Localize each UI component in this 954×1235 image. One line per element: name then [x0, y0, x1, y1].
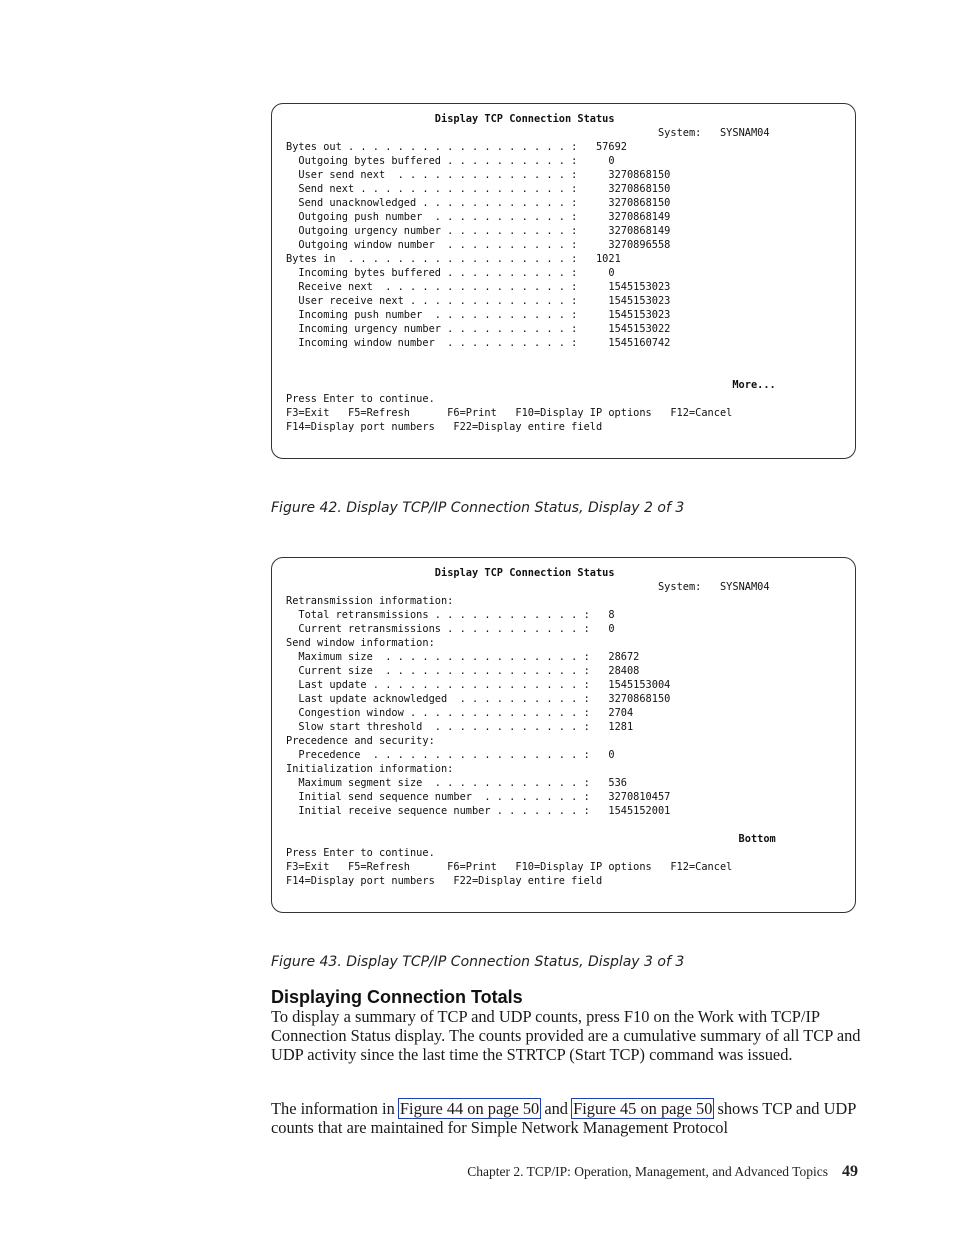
field-value: 28672 — [589, 651, 640, 663]
field-label: Send unacknowledged . . . . . . . . . . . . : — [286, 197, 578, 209]
terminal-screen-display-2 — [271, 103, 856, 459]
terminal-line — [286, 350, 776, 364]
field-value: 3270868150 — [589, 693, 671, 705]
terminal-line — [286, 678, 776, 692]
field-label: Last update . . . . . . . . . . . . . . . . . : — [286, 679, 590, 691]
chapter-title: Chapter 2. TCP/IP: Operation, Management, and Advanced Topics — [467, 1164, 828, 1179]
terminal-line — [286, 566, 776, 580]
field-value: 1545153004 — [589, 679, 671, 691]
page-footer — [467, 1163, 858, 1181]
terminal-line — [286, 706, 776, 720]
field-label: Incoming push number . . . . . . . . . . . : — [286, 309, 578, 321]
terminal-line — [286, 734, 776, 748]
field-label: Outgoing push number . . . . . . . . . . . : — [286, 211, 578, 223]
field-value: 1281 — [589, 721, 634, 733]
terminal-line — [286, 406, 776, 420]
terminal-line — [286, 818, 776, 832]
text-after: shows TCP and UDP counts that are maintained for Simple Network Management Protocol — [271, 1099, 856, 1137]
terminal-line — [286, 196, 776, 210]
terminal-line — [286, 280, 776, 294]
scroll-status: More... — [732, 379, 776, 391]
link-figure-44[interactable]: Figure 44 on page 50 — [399, 1099, 540, 1118]
body-paragraph: To display a summary of TCP and UDP counts, press F10 on the Work with TCP/IP Connection Status display. The counts provided are a cumulative summary of all TCP and UDP activity since the last time the STRTCP (Start TCP) command was issued. — [271, 1007, 861, 1064]
field-label: Precedence . . . . . . . . . . . . . . . . . : — [286, 749, 590, 761]
terminal-screen-display-3 — [271, 557, 856, 913]
field-label: Bytes in . . . . . . . . . . . . . . . . . . : — [286, 253, 578, 265]
terminal-line — [286, 762, 776, 776]
terminal-line — [286, 608, 776, 622]
field-label: User send next . . . . . . . . . . . . . . : — [286, 169, 578, 181]
terminal-line — [286, 252, 776, 266]
field-label: User receive next . . . . . . . . . . . . . : — [286, 295, 578, 307]
page-number: 49 — [842, 1163, 858, 1180]
field-label: Last update acknowledged . . . . . . . . . . : — [286, 693, 590, 705]
section-label: Retransmission information: — [286, 595, 454, 607]
field-label: Receive next . . . . . . . . . . . . . . . : — [286, 281, 578, 293]
terminal-line — [286, 776, 776, 790]
terminal-line — [286, 154, 776, 168]
terminal-line — [286, 140, 776, 154]
terminal-line — [286, 266, 776, 280]
field-label: Maximum size . . . . . . . . . . . . . . . . : — [286, 651, 590, 663]
field-value: 1545153023 — [577, 309, 671, 321]
field-value: 57692 — [577, 141, 627, 153]
field-label: Current size . . . . . . . . . . . . . . . . : — [286, 665, 590, 677]
system-name: SYSNAM04 — [719, 127, 770, 139]
system-name: SYSNAM04 — [719, 581, 770, 593]
terminal-line — [286, 622, 776, 636]
field-value: 0 — [589, 623, 615, 635]
terminal-line — [286, 692, 776, 706]
terminal-text — [286, 112, 776, 434]
field-value: 3270868150 — [577, 183, 671, 195]
field-value: 3270810457 — [589, 791, 671, 803]
terminal-line — [286, 636, 776, 650]
section-heading: Displaying Connection Totals — [271, 987, 523, 1007]
enter-prompt: Press Enter to continue. — [286, 393, 435, 405]
terminal-line — [286, 874, 776, 888]
field-label: Initial send sequence number . . . . . . . . : — [286, 791, 590, 803]
terminal-line — [286, 224, 776, 238]
field-value: 8 — [589, 609, 615, 621]
field-label: Send next . . . . . . . . . . . . . . . . . : — [286, 183, 578, 195]
system-label: System: — [657, 127, 720, 139]
terminal-line — [286, 392, 776, 406]
terminal-line — [286, 790, 776, 804]
field-label: Maximum segment size . . . . . . . . . . . . : — [286, 777, 590, 789]
field-value: 536 — [589, 777, 627, 789]
terminal-line — [286, 168, 776, 182]
field-value: 1545153023 — [577, 281, 671, 293]
field-label: Incoming window number . . . . . . . . . . : — [286, 337, 578, 349]
field-label: Total retransmissions . . . . . . . . . . . . : — [286, 609, 590, 621]
field-label: Incoming urgency number . . . . . . . . . . : — [286, 323, 578, 335]
terminal-line — [286, 832, 776, 846]
field-value: 1021 — [577, 253, 621, 265]
enter-prompt: Press Enter to continue. — [286, 847, 435, 859]
field-label: Current retransmissions . . . . . . . . . . . : — [286, 623, 590, 635]
terminal-line — [286, 182, 776, 196]
terminal-text — [286, 566, 776, 888]
field-value: 1545153023 — [577, 295, 671, 307]
field-value: 3270868150 — [577, 197, 671, 209]
field-label: Bytes out . . . . . . . . . . . . . . . . . . : — [286, 141, 578, 153]
terminal-line — [286, 594, 776, 608]
terminal-line — [286, 580, 776, 594]
field-label: Incoming bytes buffered . . . . . . . . . . : — [286, 267, 578, 279]
terminal-line — [286, 748, 776, 762]
field-value: 0 — [577, 155, 615, 167]
field-value: 2704 — [589, 707, 634, 719]
function-keys-1: F3=Exit F5=Refresh F6=Print F10=Display IP options F12=Cancel — [286, 407, 733, 419]
field-label: Congestion window . . . . . . . . . . . . . . : — [286, 707, 590, 719]
link-figure-45[interactable]: Figure 45 on page 50 — [573, 1099, 713, 1118]
field-value: 3270868150 — [577, 169, 671, 181]
function-keys-2: F14=Display port numbers F22=Display entire field — [286, 875, 603, 887]
field-label: Outgoing urgency number . . . . . . . . . . : — [286, 225, 578, 237]
function-keys-2: F14=Display port numbers F22=Display entire field — [286, 421, 603, 433]
terminal-line — [286, 664, 776, 678]
scroll-status: Bottom — [738, 833, 776, 845]
terminal-line — [286, 420, 776, 434]
field-value: 0 — [589, 749, 615, 761]
field-value: 3270868149 — [577, 225, 671, 237]
field-label: Initial receive sequence number . . . . . . . : — [286, 805, 590, 817]
screen-title: Display TCP Connection Status — [434, 113, 615, 125]
field-value: 1545152001 — [589, 805, 671, 817]
terminal-line — [286, 336, 776, 350]
figure-caption-43: Figure 43. Display TCP/IP Connection Status, Display 3 of 3 — [271, 954, 685, 970]
terminal-line — [286, 846, 776, 860]
terminal-line — [286, 860, 776, 874]
terminal-line — [286, 322, 776, 336]
field-value: 3270868149 — [577, 211, 671, 223]
terminal-line — [286, 720, 776, 734]
section-label: Precedence and security: — [286, 735, 435, 747]
section-label: Send window information: — [286, 637, 435, 649]
field-label: Slow start threshold . . . . . . . . . . . . : — [286, 721, 590, 733]
terminal-line — [286, 126, 776, 140]
terminal-line — [286, 112, 776, 126]
function-keys-1: F3=Exit F5=Refresh F6=Print F10=Display IP options F12=Cancel — [286, 861, 733, 873]
terminal-line — [286, 804, 776, 818]
field-value: 1545160742 — [577, 337, 671, 349]
field-value: 0 — [577, 267, 615, 279]
text-middle: and — [540, 1099, 573, 1118]
body-paragraph-links — [271, 1099, 861, 1137]
terminal-line — [286, 650, 776, 664]
terminal-line — [286, 378, 776, 392]
terminal-line — [286, 364, 776, 378]
field-value: 28408 — [589, 665, 640, 677]
figure-caption-42: Figure 42. Display TCP/IP Connection Status, Display 2 of 3 — [271, 500, 685, 516]
screen-title: Display TCP Connection Status — [434, 567, 615, 579]
field-label: Outgoing window number . . . . . . . . . . : — [286, 239, 578, 251]
text-before: The information in — [271, 1099, 399, 1118]
field-value: 3270896558 — [577, 239, 671, 251]
terminal-line — [286, 308, 776, 322]
system-label: System: — [657, 581, 720, 593]
section-label: Initialization information: — [286, 763, 454, 775]
terminal-line — [286, 238, 776, 252]
terminal-line — [286, 210, 776, 224]
field-label: Outgoing bytes buffered . . . . . . . . . . : — [286, 155, 578, 167]
terminal-line — [286, 294, 776, 308]
field-value: 1545153022 — [577, 323, 671, 335]
